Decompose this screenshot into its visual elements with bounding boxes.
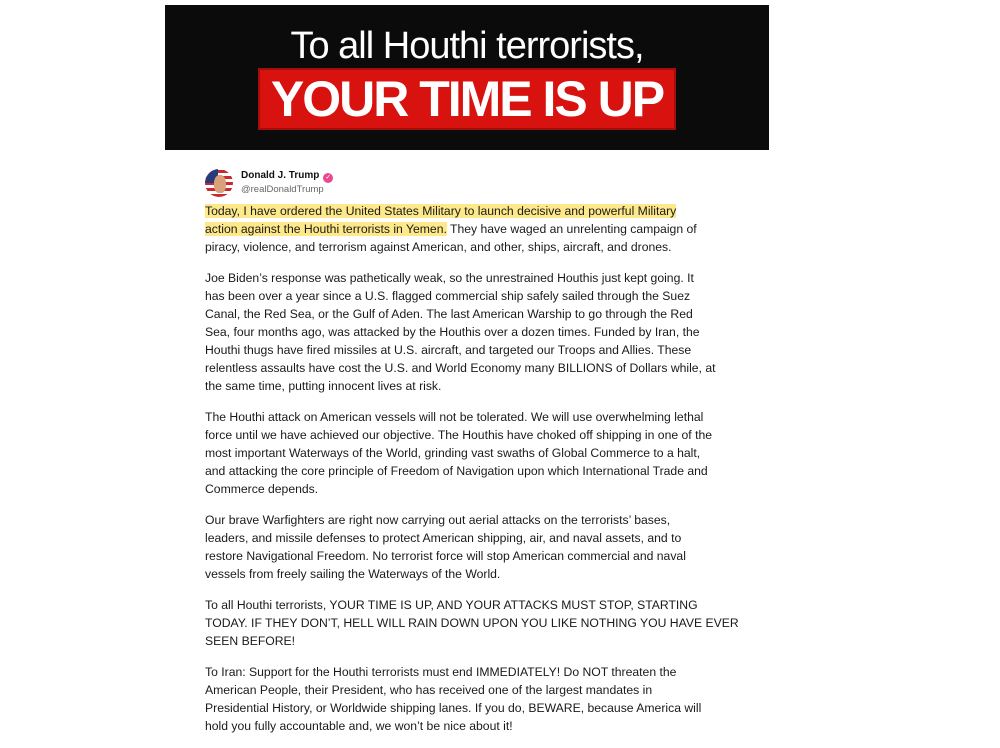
highlighted-text: action against the Houthi terrorists in Yemen. xyxy=(205,222,447,236)
post-paragraph-4 xyxy=(205,511,735,583)
banner-line-2: YOUR TIME IS UP xyxy=(270,71,664,127)
body-text: They have waged an unrelenting campaign of xyxy=(446,222,697,236)
text-line: Our brave Warfighters are right now carrying out aerial attacks on the terrorists’ bases, xyxy=(205,513,671,527)
text-line: To Iran: Support for the Houthi terrorists must end IMMEDIATELY! Do NOT threaten the xyxy=(205,665,677,679)
post-paragraph-1 xyxy=(205,202,735,256)
text-line xyxy=(205,202,735,220)
post-paragraph-2 xyxy=(205,269,735,395)
headline-banner xyxy=(165,5,769,150)
text-line: Presidential History, or Worldwide shipping lanes. If you do, BEWARE, because America will xyxy=(205,701,702,715)
text-line: has been over a year since a U.S. flagged commercial ship safely sailed through the Suez xyxy=(205,289,691,303)
text-line: The Houthi attack on American vessels will not be tolerated. We will use overwhelming lethal xyxy=(205,410,704,424)
text-line: Sea, four months ago, was attacked by the Houthis over a dozen times. Funded by Iran, the xyxy=(205,325,700,339)
text-line: American People, their President, who has received one of the largest mandates in xyxy=(205,683,653,697)
text-line: Commerce depends. xyxy=(205,482,319,496)
post-paragraph-6 xyxy=(205,663,735,735)
text-line: Canal, the Red Sea, or the Gulf of Aden. The last American Warship to go through the Red xyxy=(205,307,693,321)
text-line: vessels from freely sailing the Waterways of the World. xyxy=(205,567,501,581)
text-line: piracy, violence, and terrorism against American, and other, ships, aircraft, and drones. xyxy=(205,240,672,254)
text-line: SEEN BEFORE! xyxy=(205,634,296,648)
avatar[interactable] xyxy=(205,169,233,197)
text-line: relentless assaults have cost the U.S. and World Economy many BILLIONS of Dollars while, at xyxy=(205,361,716,375)
text-line xyxy=(205,220,735,238)
author-handle[interactable]: @realDonaldTrump xyxy=(241,184,324,195)
post-paragraph-3 xyxy=(205,408,735,498)
text-line: To all Houthi terrorists, YOUR TIME IS UP, AND YOUR ATTACKS MUST STOP, STARTING xyxy=(205,598,698,612)
text-line: leaders, and missile defenses to protect American shipping, air, and naval assets, and to xyxy=(205,531,682,545)
highlighted-text: Today, I have ordered the United States Military to launch decisive and powerful Military xyxy=(205,204,677,218)
banner-line-1: To all Houthi terrorists, xyxy=(290,25,644,67)
author-name[interactable] xyxy=(241,170,333,183)
text-line: most important Waterways of the World, grinding vast swaths of Global Commerce to a halt, xyxy=(205,446,701,460)
text-line: and attacking the core principle of Freedom of Navigation upon which International Trade and xyxy=(205,464,708,478)
banner-red-box xyxy=(258,68,676,130)
author-name-text: Donald J. Trump xyxy=(241,170,320,181)
text-line: restore Navigational Freedom. No terrorist force will stop American commercial and naval xyxy=(205,549,686,563)
text-line: hold you fully accountable and, we won’t be nice about it! xyxy=(205,719,513,733)
text-line: force until we have achieved our objective. The Houthis have choked off shipping in one of the xyxy=(205,428,713,442)
text-line: Joe Biden’s response was pathetically weak, so the unrestrained Houthis just kept going. It xyxy=(205,271,694,285)
text-line: TODAY. IF THEY DON’T, HELL WILL RAIN DOWN UPON YOU LIKE NOTHING YOU HAVE EVER xyxy=(205,616,739,630)
post-header xyxy=(205,168,735,202)
post-paragraph-5 xyxy=(205,596,739,650)
social-post xyxy=(205,168,739,748)
text-line: the same time, putting innocent lives at risk. xyxy=(205,379,442,393)
text-line: Houthi thugs have fired missiles at U.S. aircraft, and targeted our Troops and Allies. These xyxy=(205,343,692,357)
verified-badge-icon: ✓ xyxy=(323,173,333,183)
